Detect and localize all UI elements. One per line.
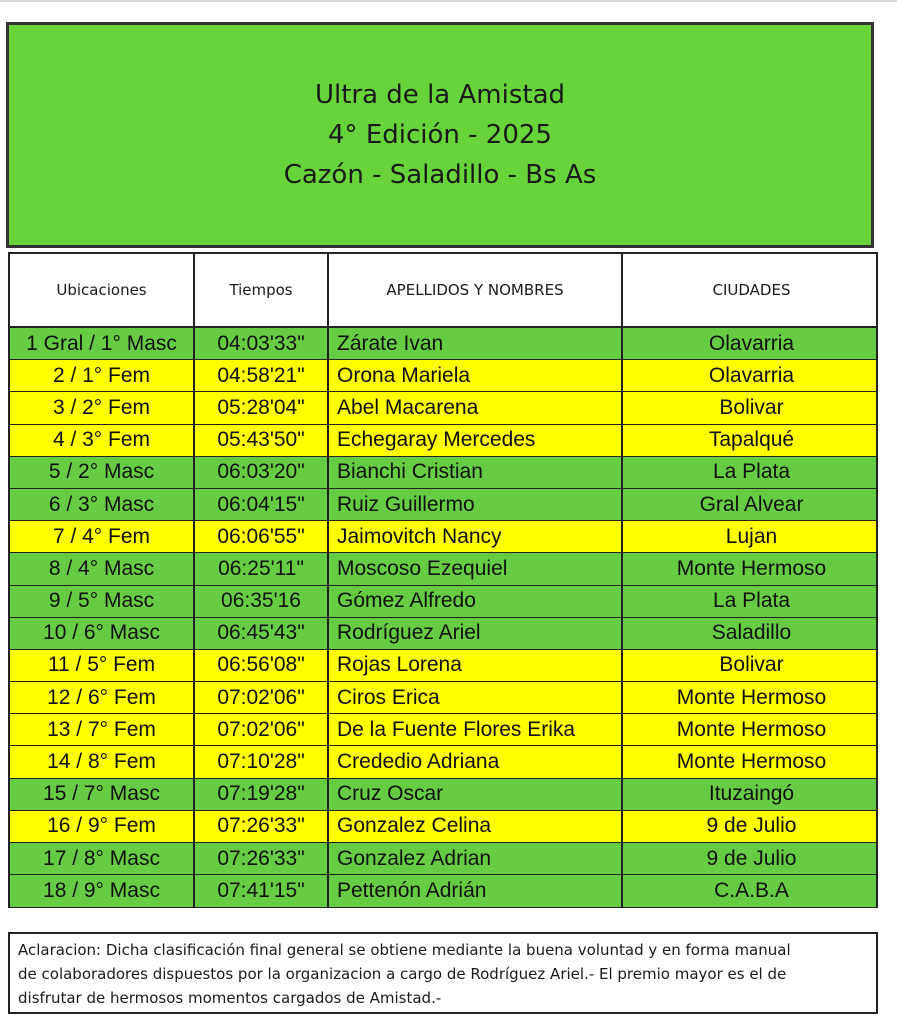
time-cell: 04:58'21"	[195, 360, 329, 391]
name-cell: Crededio Adriana	[329, 746, 623, 777]
table-row	[10, 392, 876, 424]
time-cell: 07:02'06"	[195, 714, 329, 745]
table-row	[10, 489, 876, 521]
city-cell: Tapalqué	[708, 428, 795, 452]
table-row	[10, 521, 876, 553]
position-cell: 8 / 4° Masc	[10, 553, 195, 584]
time-cell: 05:43'50"	[195, 425, 329, 456]
name-cell: Jaimovitch Nancy	[329, 521, 623, 552]
time-cell: 07:26'33"	[195, 811, 329, 842]
position-cell: 7 / 4° Fem	[10, 521, 195, 552]
time-cell: 06:45'43"	[195, 618, 329, 649]
clarification-note	[8, 932, 878, 1014]
name-cell: Gonzalez Celina	[329, 811, 623, 842]
event-title: Ultra de la Amistad	[314, 80, 566, 110]
city-cell: La Plata	[712, 460, 791, 484]
name-cell: Rodríguez Ariel	[329, 618, 623, 649]
position-cell: 18 / 9° Masc	[10, 875, 195, 907]
name-cell: Orona Mariela	[329, 360, 623, 391]
event-location: Cazón - Saladillo - Bs As	[283, 160, 597, 190]
name-cell: Rojas Lorena	[329, 650, 623, 681]
note-line: de colaboradores dispuestos por la organizacion a cargo de Rodríguez Ariel.- El premio mayor es el de	[18, 965, 787, 983]
event-edition: 4° Edición - 2025	[328, 120, 552, 150]
time-cell: 07:10'28"	[195, 746, 329, 777]
name-cell: Pettenón Adrián	[329, 875, 623, 907]
column-header-ubicaciones: Ubicaciones	[10, 254, 195, 326]
note-line: Aclaracion: Dicha clasificación final general se obtiene mediante la buena voluntad y en forma manual	[18, 941, 791, 959]
city-cell: Monte Hermoso	[676, 556, 827, 580]
table-row	[10, 328, 876, 360]
table-row	[10, 457, 876, 489]
results-table	[8, 252, 878, 908]
time-cell: 07:26'33"	[195, 843, 329, 874]
name-cell: Cruz Oscar	[329, 779, 623, 810]
position-cell: 2 / 1° Fem	[10, 360, 195, 391]
time-cell: 06:03'20"	[195, 457, 329, 488]
table-row	[10, 875, 876, 907]
title-banner	[6, 22, 874, 248]
city-cell: 9 de Julio	[706, 846, 797, 870]
table-row	[10, 714, 876, 746]
name-cell: Zárate Ivan	[329, 328, 623, 359]
time-cell: 07:02'06"	[195, 682, 329, 713]
position-cell: 9 / 5° Masc	[10, 586, 195, 617]
table-body	[10, 328, 876, 907]
note-line: disfrutar de hermosos momentos cargados de Amistad.-	[18, 989, 442, 1007]
position-cell: 16 / 9° Fem	[10, 811, 195, 842]
time-cell: 06:06'55"	[195, 521, 329, 552]
position-cell: 10 / 6° Masc	[10, 618, 195, 649]
top-divider	[0, 0, 897, 2]
name-cell: Abel Macarena	[329, 392, 623, 423]
table-row	[10, 746, 876, 778]
name-cell: De la Fuente Flores Erika	[329, 714, 623, 745]
city-cell: Monte Hermoso	[676, 685, 827, 709]
city-cell: Lujan	[725, 524, 778, 548]
name-cell: Gonzalez Adrian	[329, 843, 623, 874]
city-cell: Bolivar	[719, 395, 784, 419]
name-cell: Ciros Erica	[329, 682, 623, 713]
city-cell: Gral Alvear	[699, 492, 804, 516]
position-cell: 17 / 8° Masc	[10, 843, 195, 874]
name-cell: Gómez Alfredo	[329, 586, 623, 617]
position-cell: 4 / 3° Fem	[10, 425, 195, 456]
city-cell: Monte Hermoso	[676, 717, 827, 741]
table-row	[10, 682, 876, 714]
position-cell: 14 / 8° Fem	[10, 746, 195, 777]
position-cell: 15 / 7° Masc	[10, 779, 195, 810]
position-cell: 5 / 2° Masc	[10, 457, 195, 488]
table-row	[10, 779, 876, 811]
position-cell: 13 / 7° Fem	[10, 714, 195, 745]
table-row	[10, 843, 876, 875]
city-cell: 9 de Julio	[706, 814, 797, 838]
name-cell: Ruiz Guillermo	[329, 489, 623, 520]
city-cell: Ituzaingó	[708, 782, 795, 806]
city-cell: Olavarria	[708, 363, 795, 387]
position-cell: 11 / 5° Fem	[10, 650, 195, 681]
column-header-ciudades: CIUDADES	[712, 281, 791, 299]
table-row	[10, 650, 876, 682]
column-header-tiempos: Tiempos	[195, 254, 329, 326]
name-cell: Bianchi Cristian	[329, 457, 623, 488]
table-header	[10, 254, 876, 328]
city-cell: Saladillo	[711, 621, 792, 645]
name-cell: Echegaray Mercedes	[329, 425, 623, 456]
table-row	[10, 586, 876, 618]
position-cell: 1 Gral / 1° Masc	[10, 328, 195, 359]
table-row	[10, 811, 876, 843]
city-cell: Monte Hermoso	[676, 750, 827, 774]
time-cell: 06:25'11"	[195, 553, 329, 584]
time-cell: 06:56'08"	[195, 650, 329, 681]
table-row	[10, 425, 876, 457]
time-cell: 07:41'15"	[195, 875, 329, 907]
position-cell: 12 / 6° Fem	[10, 682, 195, 713]
column-header-nombres: APELLIDOS Y NOMBRES	[329, 254, 623, 326]
time-cell: 04:03'33"	[195, 328, 329, 359]
time-cell: 06:35'16	[195, 586, 329, 617]
city-cell: Olavarria	[708, 331, 795, 355]
city-cell: Bolivar	[719, 653, 784, 677]
city-cell: La Plata	[712, 589, 791, 613]
time-cell: 05:28'04"	[195, 392, 329, 423]
position-cell: 3 / 2° Fem	[10, 392, 195, 423]
name-cell: Moscoso Ezequiel	[329, 553, 623, 584]
time-cell: 07:19'28"	[195, 779, 329, 810]
position-cell: 6 / 3° Masc	[10, 489, 195, 520]
time-cell: 06:04'15"	[195, 489, 329, 520]
city-cell: C.A.B.A	[714, 879, 789, 903]
table-row	[10, 618, 876, 650]
table-row	[10, 360, 876, 392]
table-row	[10, 553, 876, 585]
